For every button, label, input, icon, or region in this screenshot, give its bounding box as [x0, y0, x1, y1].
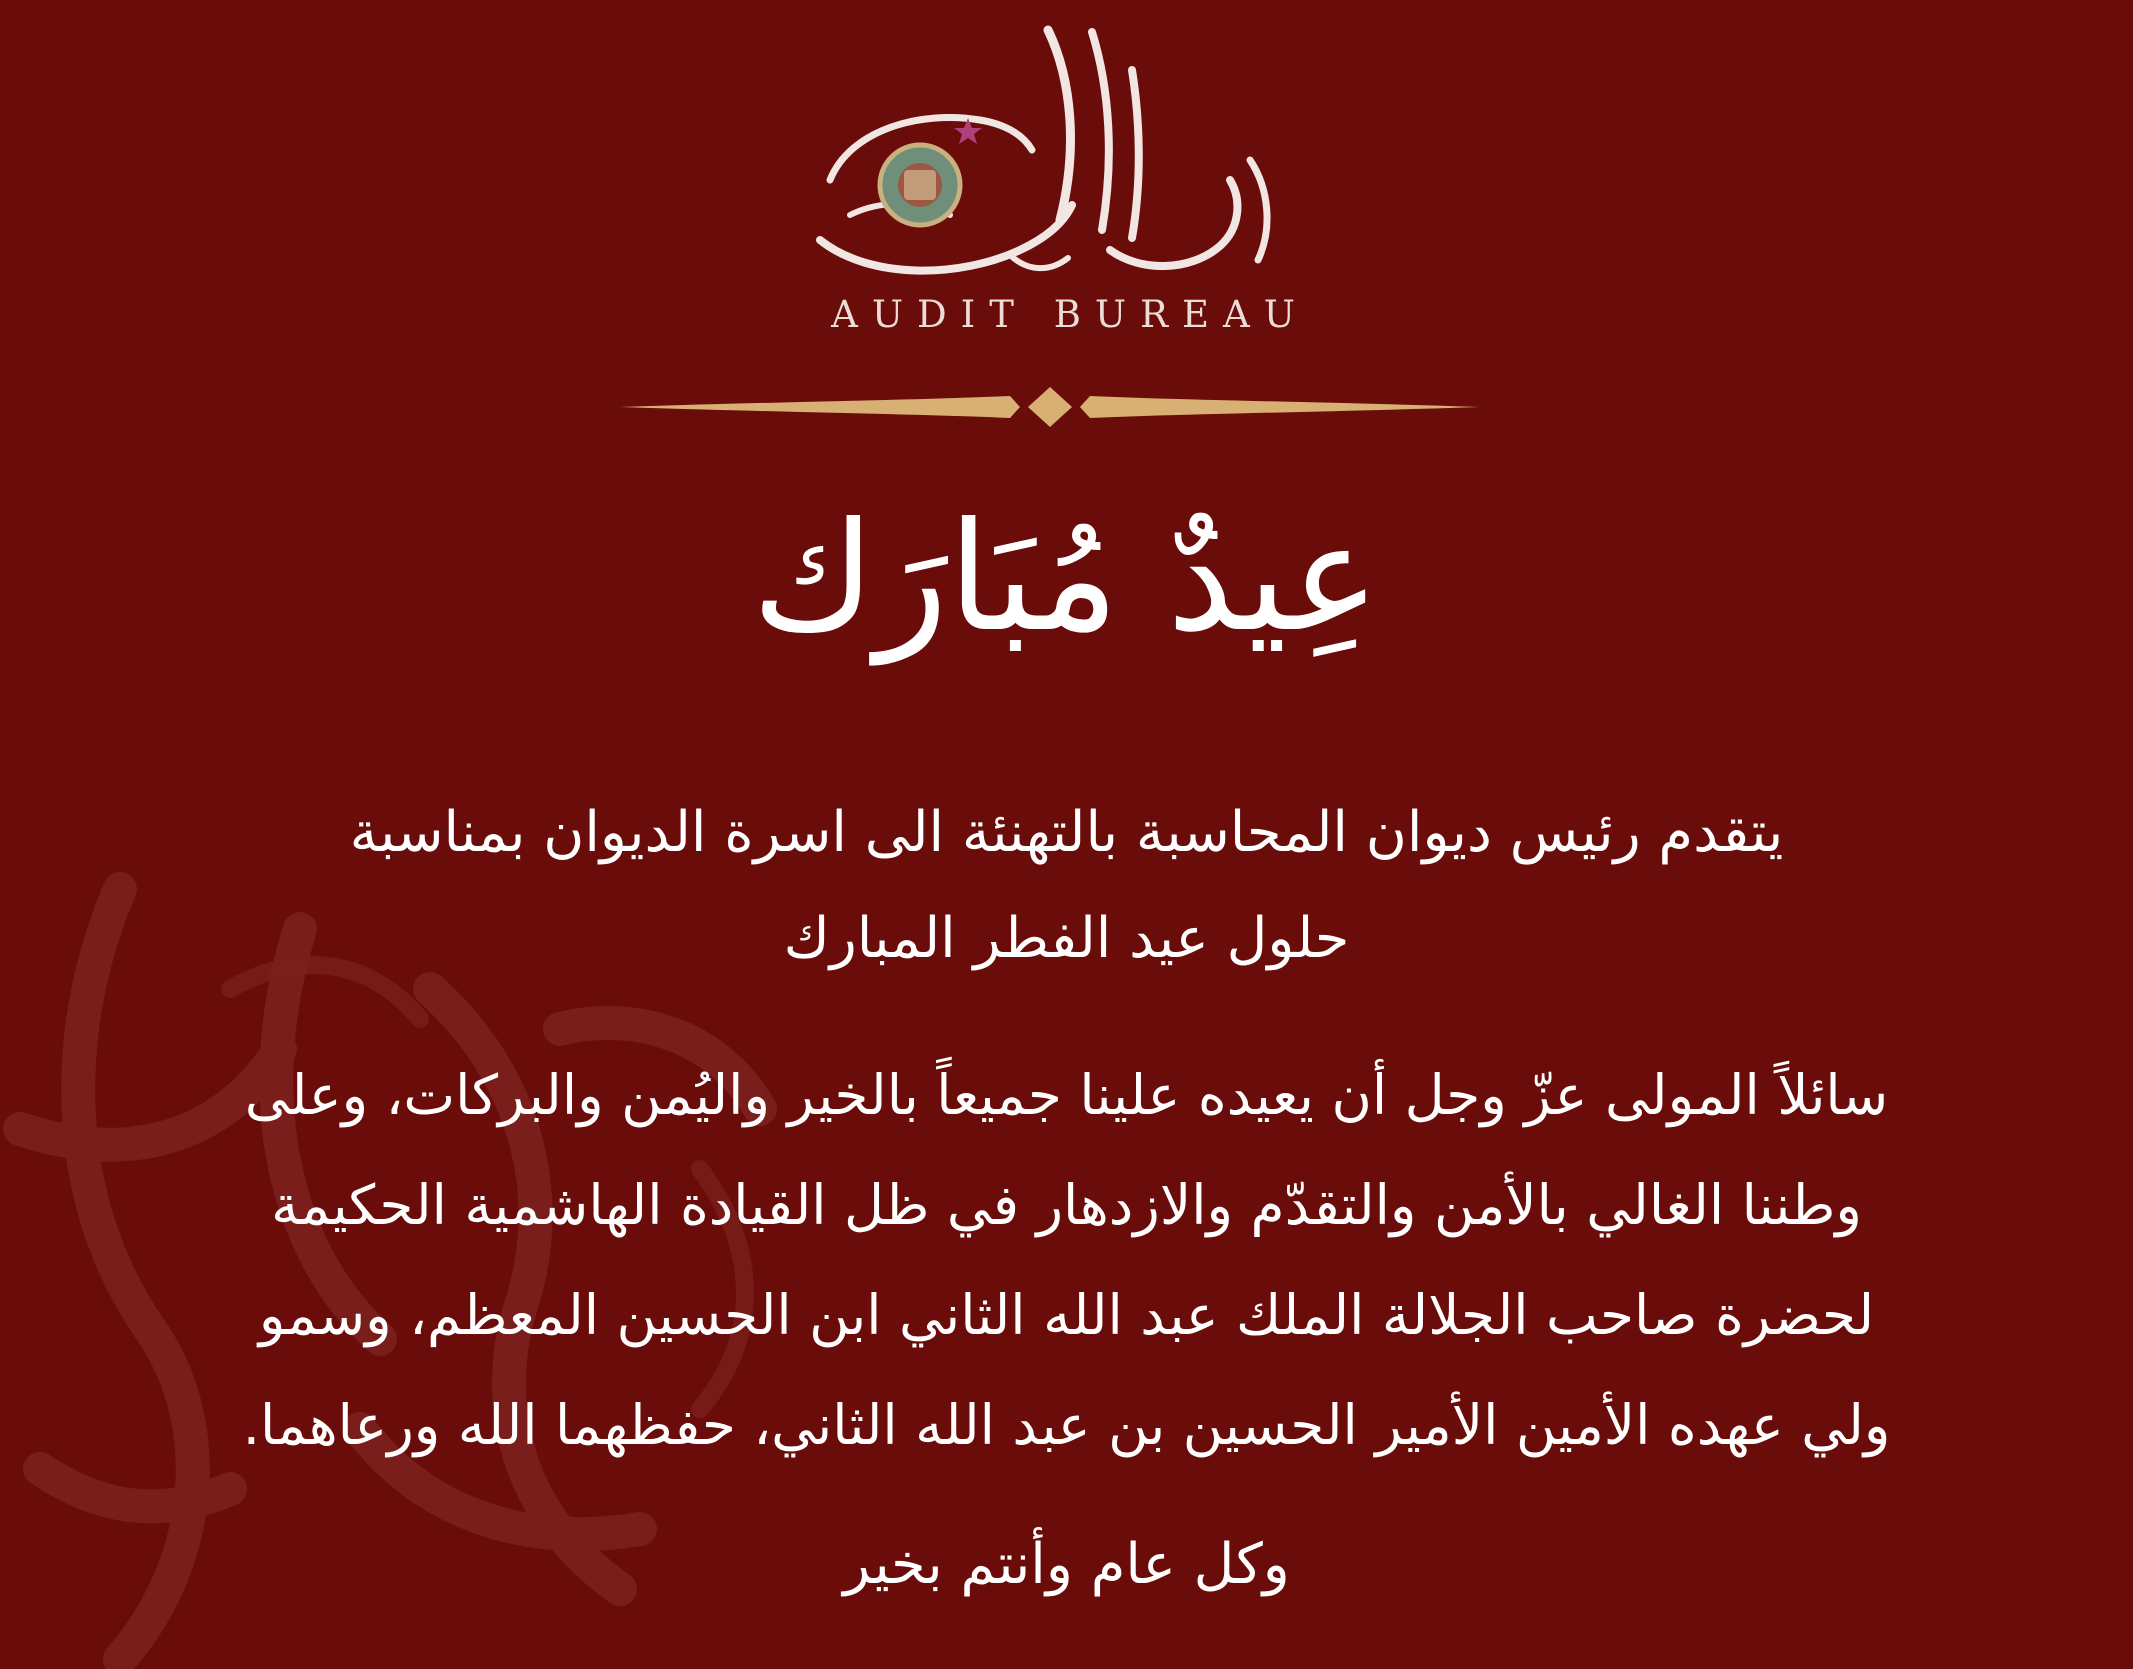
- prayer-line: سائلاً المولى عزّ وجل أن يعيده علينا جميعاً بالخير واليُمن والبركات، وعلى: [244, 1063, 1889, 1127]
- jordan-coat-of-arms-icon: [880, 145, 960, 225]
- prayer-line: وطننا الغالي بالأمن والتقدّم والازدهار في ظل القيادة الهاشمية الحكيمة: [271, 1173, 1862, 1237]
- eid-mubarak-title: عِيدٌ مُبَارَك: [751, 491, 1381, 665]
- intro-paragraph: [60, 780, 2073, 992]
- logo-caption: AUDIT BUREAU: [831, 293, 1309, 336]
- prayer-line: لحضرة صاحب الجلالة الملك عبد الله الثاني ابن الحسين المعظم، وسمو: [258, 1283, 1875, 1347]
- gold-diamond-divider-icon: [620, 382, 1480, 432]
- intro-line: حلول عيد الفطر المبارك: [783, 906, 1350, 971]
- prayer-line: ولي عهده الأمين الأمير الحسين بن عبد الله الثاني، حفظهما الله ورعاهما.: [242, 1393, 1891, 1457]
- closing-greeting: وكل عام وأنتم بخير: [843, 1532, 1290, 1597]
- prayer-paragraph: [60, 1040, 2073, 1480]
- intro-line: يتقدم رئيس ديوان المحاسبة بالتهنئة الى اسرة الديوان بمناسبة: [349, 800, 1784, 865]
